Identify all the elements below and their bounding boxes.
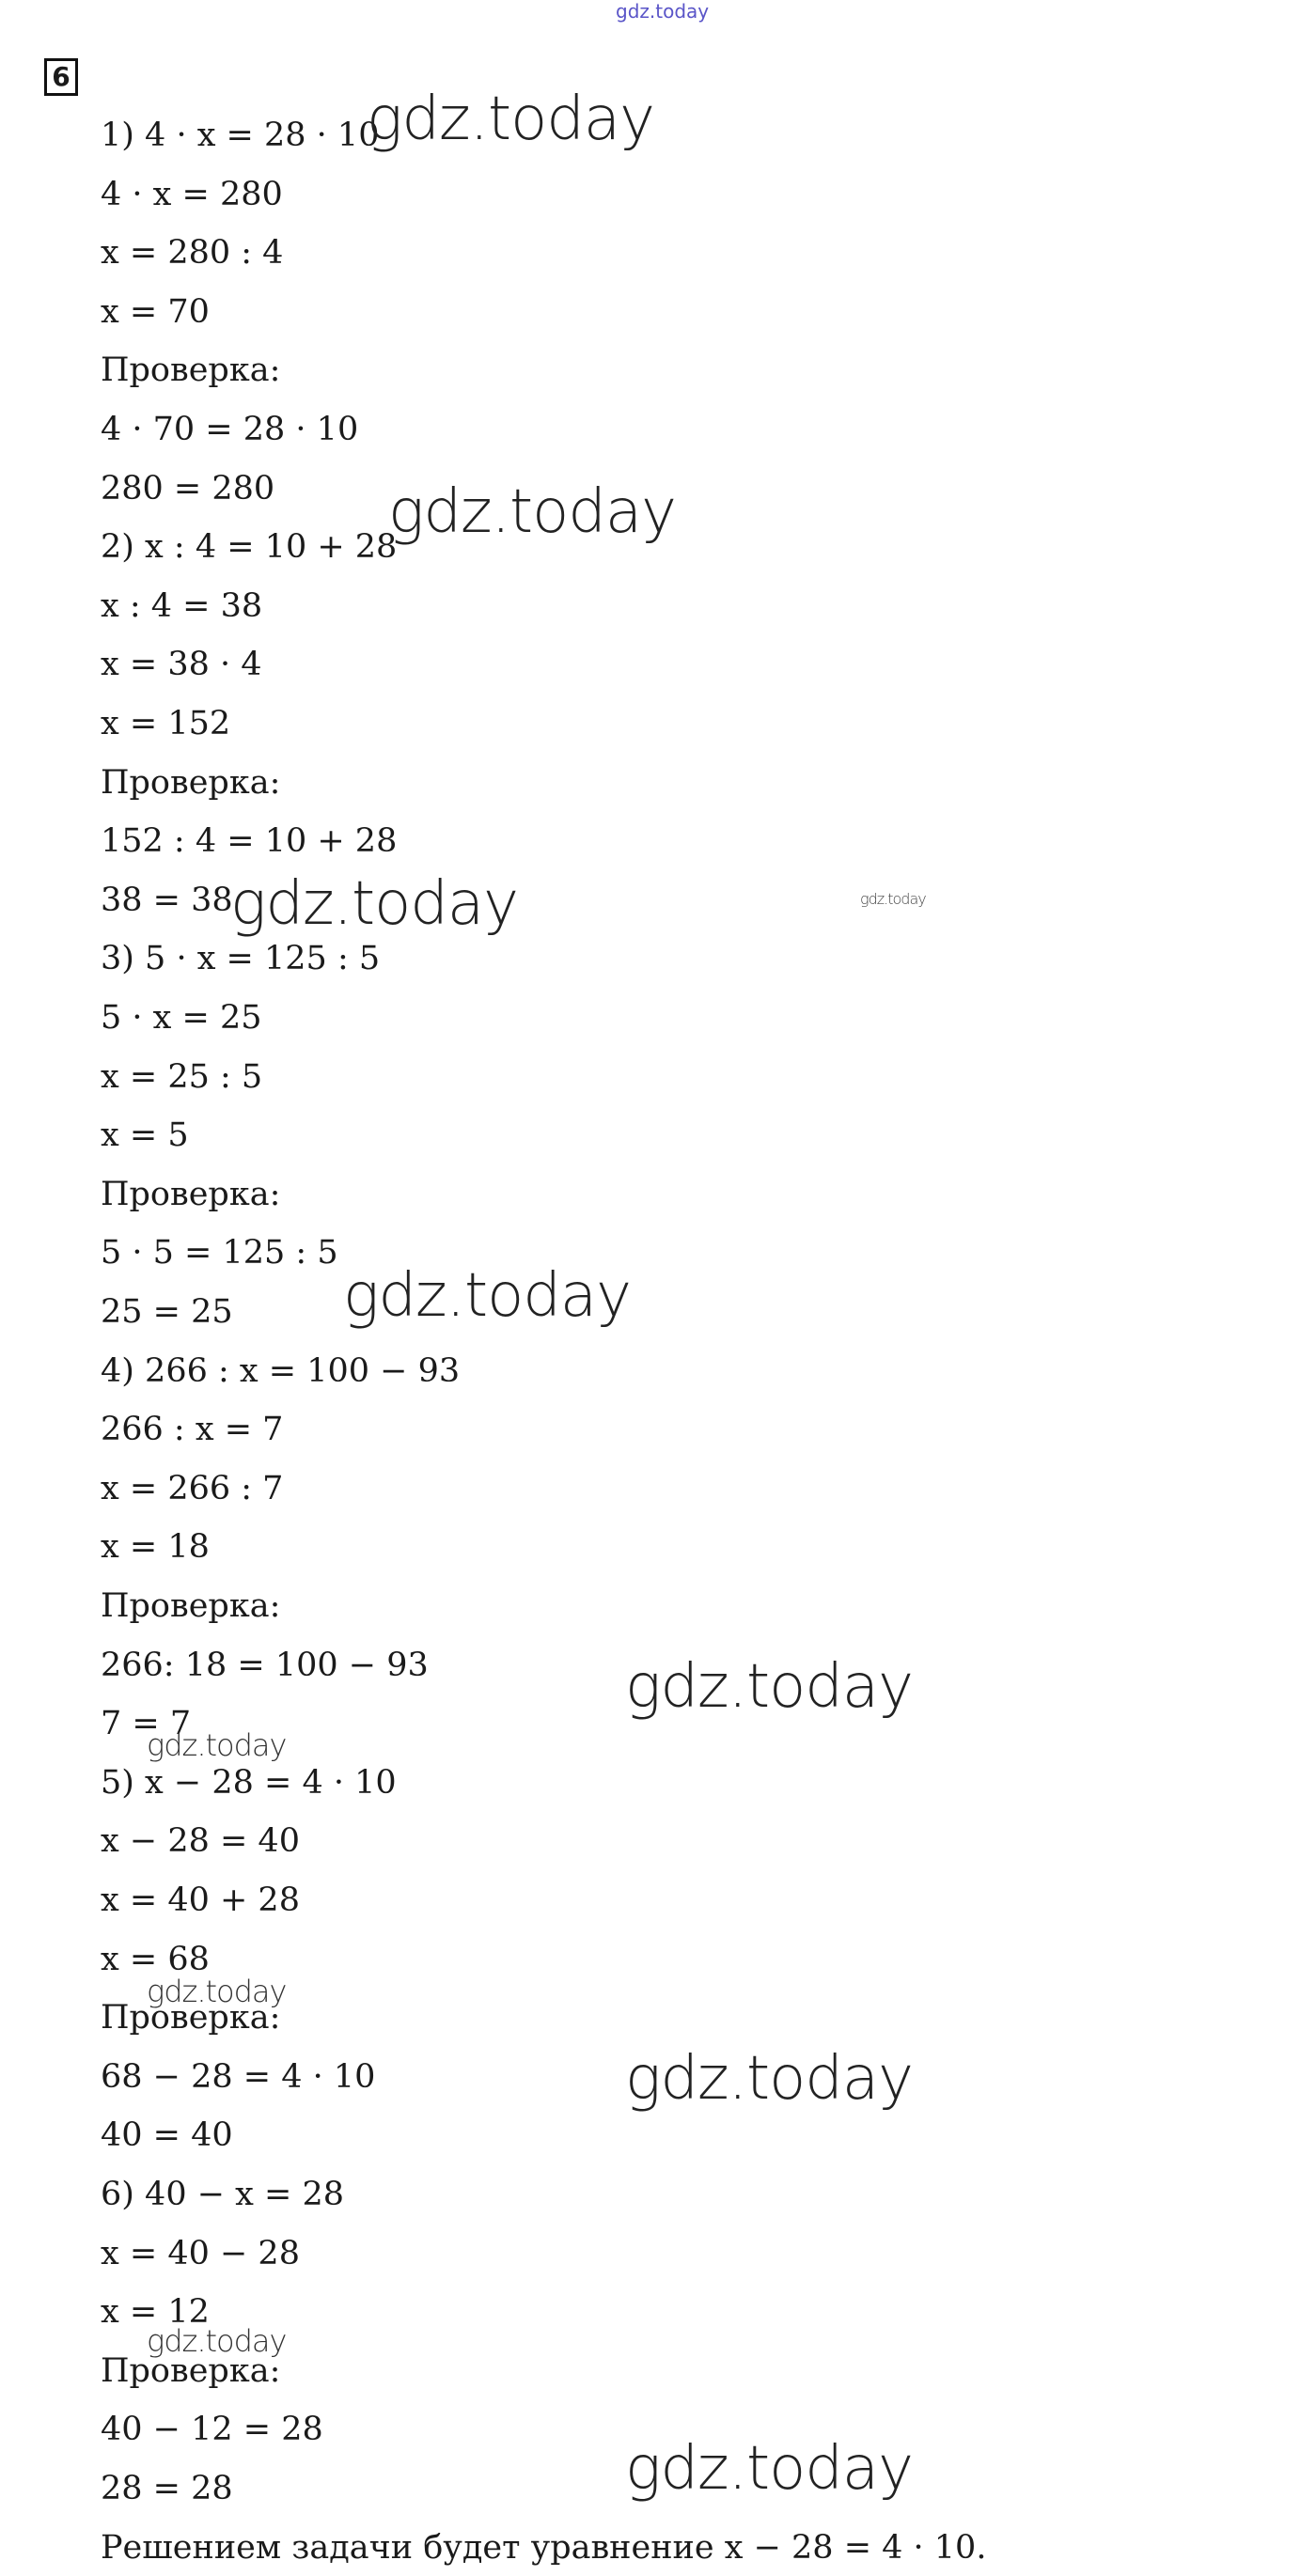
solution-line: x = 40 + 28 <box>101 1881 300 1919</box>
solution-line: Проверка: <box>101 1587 281 1625</box>
solution-line: x : 4 = 38 <box>101 587 263 625</box>
solution-line: 280 = 280 <box>101 470 275 507</box>
solution-line: 6) 40 − x = 28 <box>101 2176 345 2213</box>
solution-line: Проверка: <box>101 1176 281 1213</box>
watermark: gdz.today <box>367 85 654 154</box>
solution-line: x − 28 = 40 <box>101 1822 300 1860</box>
task-number-badge: 6 <box>44 58 78 96</box>
solution-line: 40 = 40 <box>101 2116 233 2154</box>
solution-line: x = 152 <box>101 705 231 742</box>
solution-line: 28 = 28 <box>101 2470 233 2507</box>
watermark: gdz.today <box>625 2044 913 2114</box>
solution-line: 68 − 28 = 4 · 10 <box>101 2058 376 2096</box>
solution-line: x = 266 : 7 <box>101 1470 284 1507</box>
watermark: gdz.today <box>860 890 926 908</box>
watermark: gdz.today <box>343 1261 631 1331</box>
watermark: gdz.today <box>388 477 676 547</box>
solution-line: x = 280 : 4 <box>101 234 284 272</box>
solution-line: x = 25 : 5 <box>101 1058 263 1096</box>
solution-line: 38 = 38 <box>101 882 233 919</box>
solution-line: 40 − 12 = 28 <box>101 2411 323 2448</box>
solution-line: x = 12 <box>101 2293 210 2331</box>
watermark: gdz.today <box>230 869 518 939</box>
solution-line: 152 : 4 = 10 + 28 <box>101 822 398 860</box>
watermark: gdz.today <box>625 2434 913 2504</box>
solution-line: x = 70 <box>101 293 210 331</box>
solution-line: 5 · 5 = 125 : 5 <box>101 1234 338 1272</box>
solution-line: x = 5 <box>101 1116 189 1154</box>
solution-line: 266: 18 = 100 − 93 <box>101 1647 429 1684</box>
solution-line: Решением задачи будет уравнение x − 28 = 4 · 10. <box>101 2529 987 2567</box>
solution-line: 2) x : 4 = 10 + 28 <box>101 528 398 566</box>
watermark: gdz.today <box>147 1727 287 1763</box>
solution-line: Проверка: <box>101 351 281 389</box>
solution-line: x = 38 · 4 <box>101 646 262 683</box>
solution-line: 4 · x = 280 <box>101 176 283 213</box>
solution-line: x = 40 − 28 <box>101 2235 300 2272</box>
solution-line: 25 = 25 <box>101 1293 233 1331</box>
solution-line: 5 · x = 25 <box>101 999 262 1037</box>
solution-line: x = 68 <box>101 1941 210 1978</box>
solution-line: 4) 266 : x = 100 − 93 <box>101 1352 461 1390</box>
solution-line: 3) 5 · x = 125 : 5 <box>101 940 381 977</box>
solution-line: 5) x − 28 = 4 · 10 <box>101 1764 397 1802</box>
watermark: gdz.today <box>147 2323 287 2359</box>
solution-line: 7 = 7 <box>101 1705 192 1742</box>
header-watermark: gdz.today <box>616 0 710 23</box>
solution-line: 266 : x = 7 <box>101 1411 284 1448</box>
solution-line: Проверка: <box>101 2352 281 2390</box>
solution-line: 4 · 70 = 28 · 10 <box>101 411 359 448</box>
solution-line: Проверка: <box>101 1999 281 2037</box>
solution-line: Проверка: <box>101 764 281 802</box>
solution-line: 1) 4 · x = 28 · 10 <box>101 117 380 154</box>
watermark: gdz.today <box>625 1652 913 1722</box>
watermark: gdz.today <box>147 1974 287 2009</box>
solution-line: x = 18 <box>101 1528 210 1566</box>
